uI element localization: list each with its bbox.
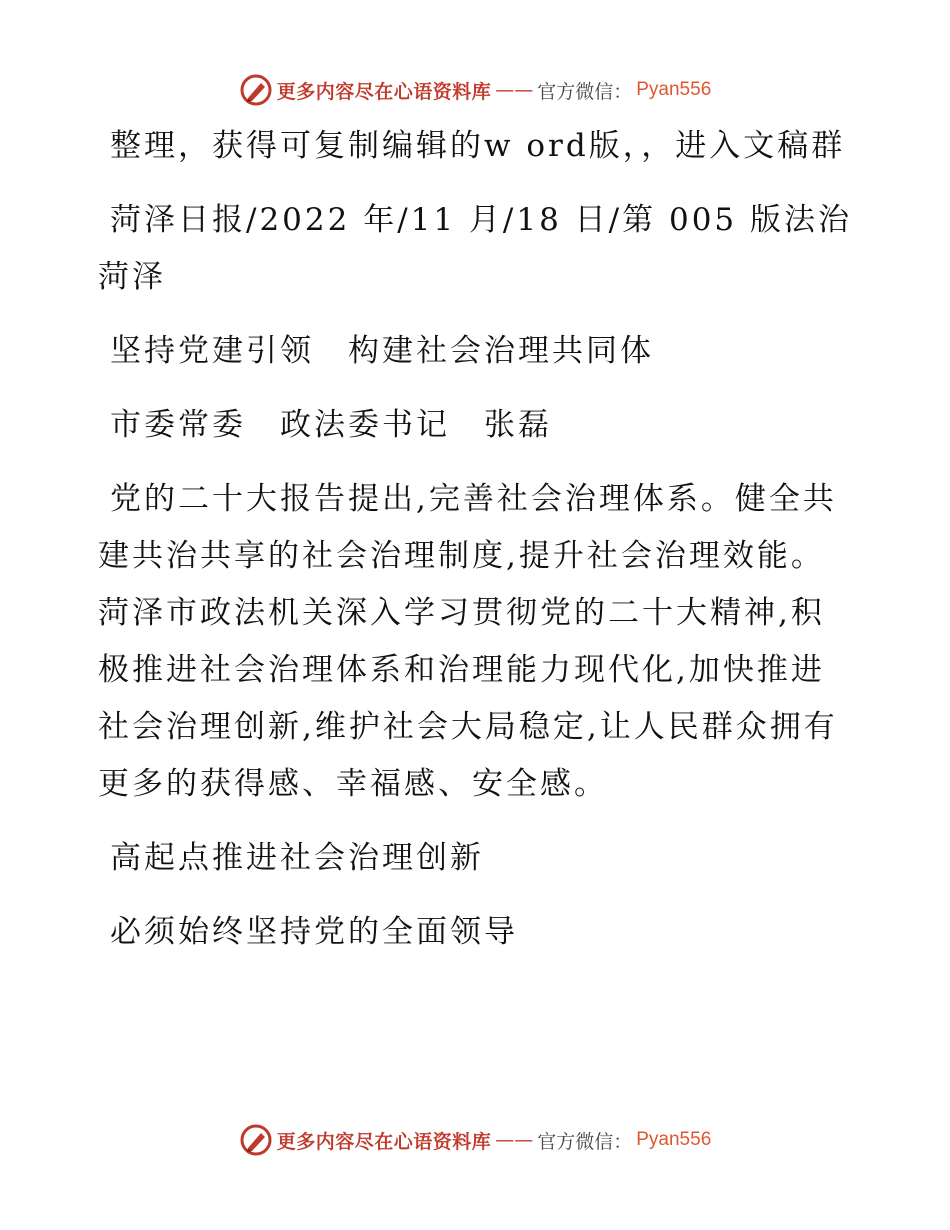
footer-banner xyxy=(0,1120,950,1160)
document-body xyxy=(98,118,858,978)
intro-note: 整理，获得可复制编辑的w ord版，，进入文稿群 xyxy=(110,128,846,164)
banner-text: 更多内容尽在心语资料库 xyxy=(276,1130,492,1153)
banner-separator: —— xyxy=(495,79,534,101)
body-paragraph: 党的二十大报告提出,完善社会治理体系。健全共建共治共享的社会治理制度,提升社会治理效能。菏泽市政法机关深入学习贯彻党的二十大精神,积极推进社会治理体系和治理能力现代化,加快推进社会治理创新,维护社会大局稳定,让人民群众拥有更多的获得感、幸福感、安全感。 xyxy=(98,481,838,802)
article-title: 坚持党建引领 构建社会治理共同体 xyxy=(110,333,654,369)
pen-circle-logo-icon xyxy=(239,73,273,107)
header-banner xyxy=(0,70,950,110)
banner-wechat-label: 官方微信： xyxy=(537,80,633,103)
author-line: 市委常委 政法委书记 张磊 xyxy=(110,407,552,443)
banner-wechat-id: Pyan556 xyxy=(636,1129,712,1150)
source-line: 菏泽日报/2022 年/11 月/18 日/第 005 版法治菏泽 xyxy=(98,202,853,295)
banner-wechat-id: Pyan556 xyxy=(636,79,712,100)
banner-separator: —— xyxy=(495,1129,534,1151)
banner-wechat-label: 官方微信： xyxy=(537,1130,633,1153)
section-subheading: 必须始终坚持党的全面领导 xyxy=(110,914,518,950)
section-heading: 高起点推进社会治理创新 xyxy=(110,840,484,876)
banner-text: 更多内容尽在心语资料库 xyxy=(276,80,492,103)
pen-circle-logo-icon xyxy=(239,1123,273,1157)
